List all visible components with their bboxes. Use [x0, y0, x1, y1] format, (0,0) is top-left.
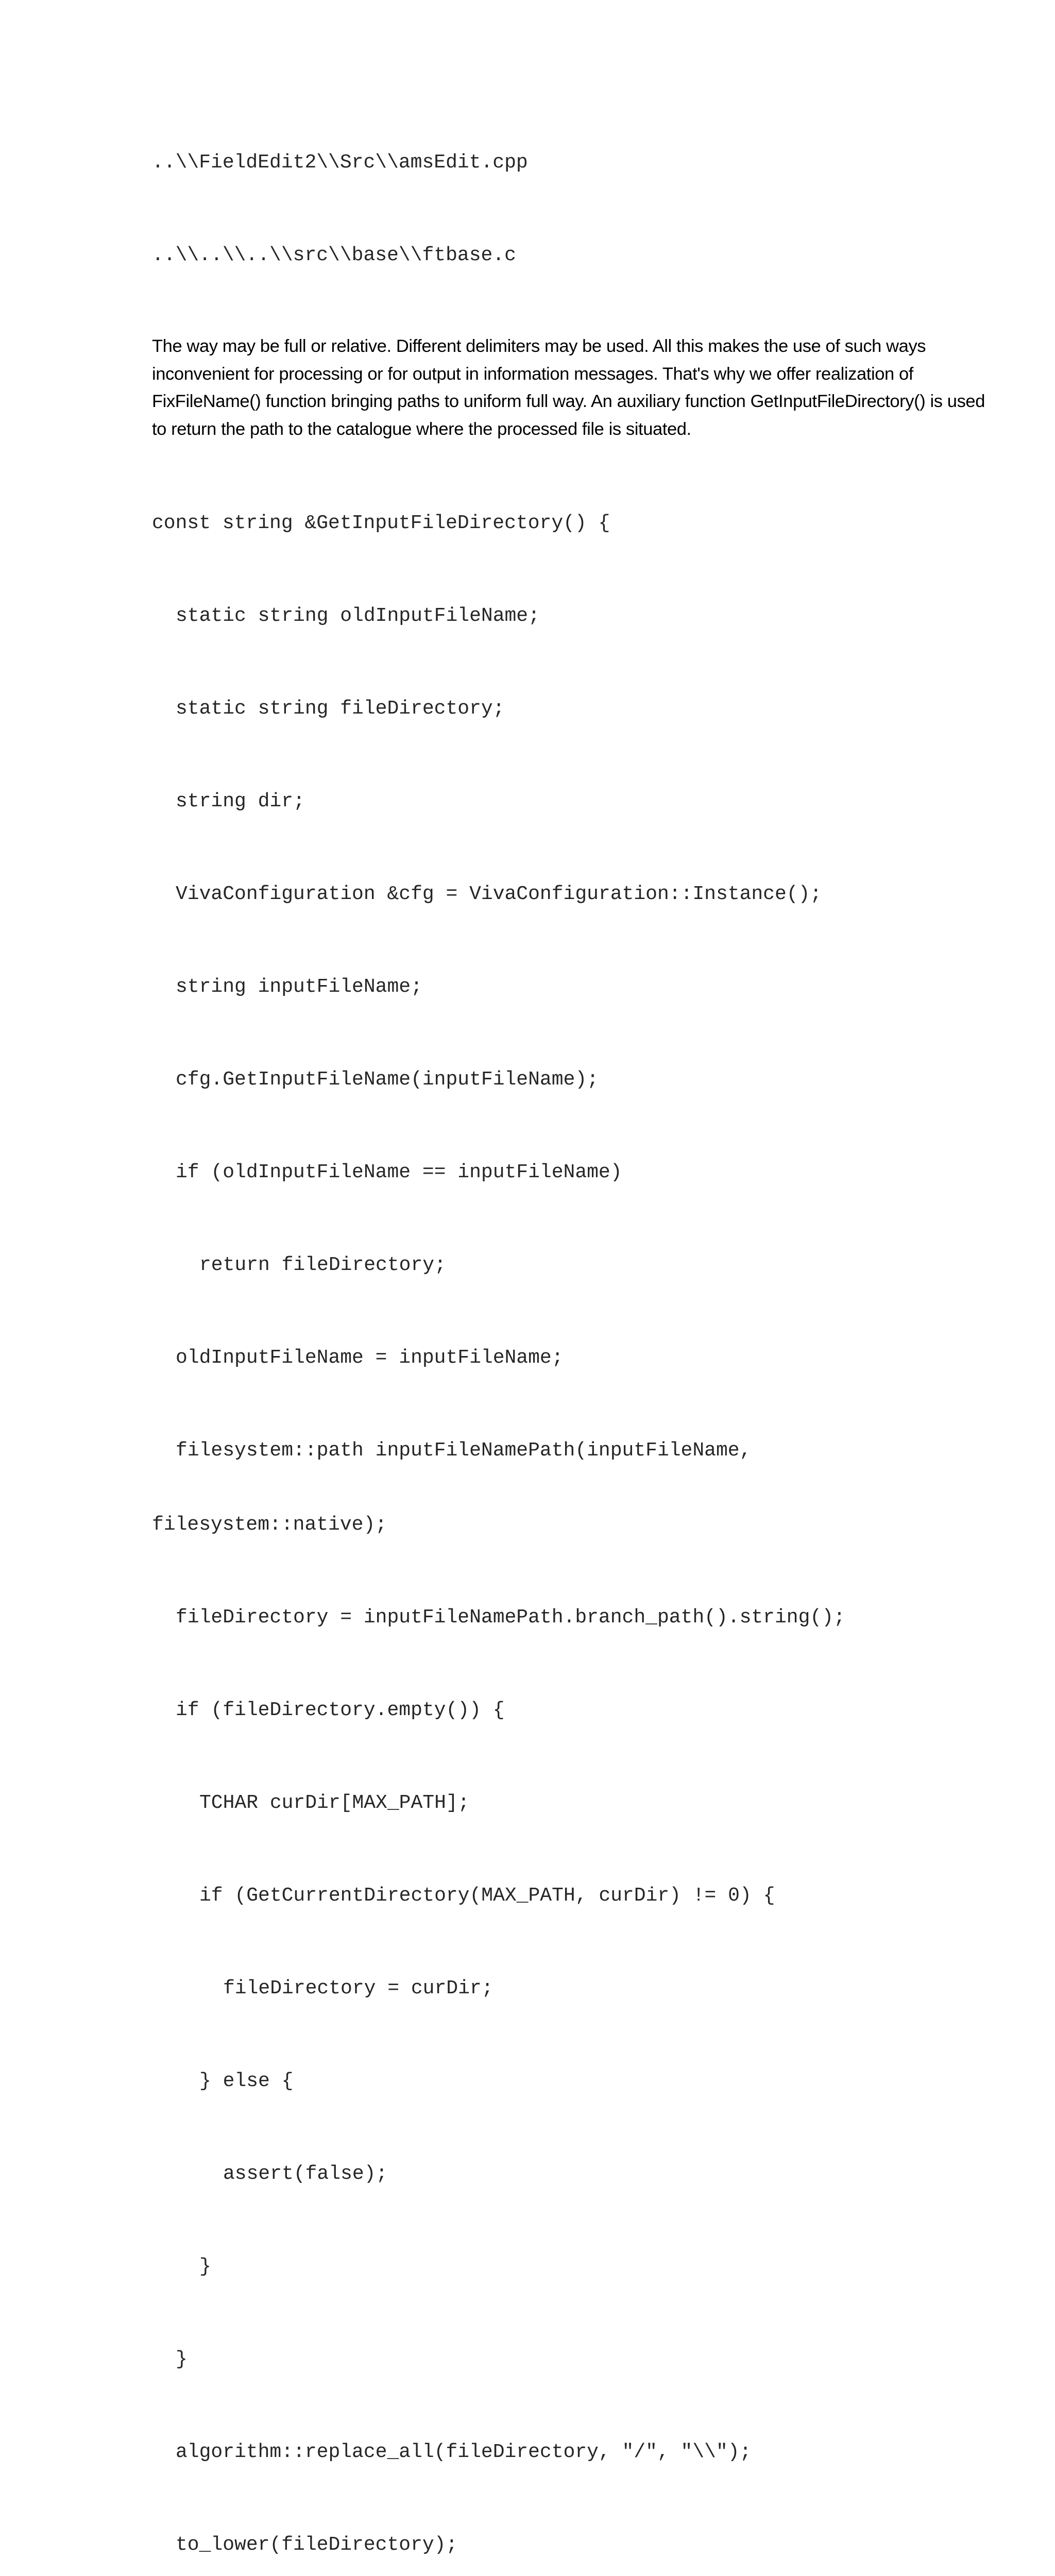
code-line: filesystem::path inputFileNamePath(inputFileName,: [176, 1439, 752, 1462]
code-line: if (GetCurrentDirectory(MAX_PATH, curDir) != 0) {: [199, 1885, 775, 1907]
code-line: }: [176, 2348, 188, 2370]
code-line: VivaConfiguration &cfg = VivaConfiguration::Instance();: [176, 883, 822, 905]
code-line: to_lower(fileDirectory);: [176, 2534, 458, 2556]
code-line: if (oldInputFileName == inputFileName): [176, 1161, 622, 1183]
code-line: algorithm::replace_all(fileDirectory, "/", "\\");: [176, 2441, 752, 2463]
code-line: return fileDirectory;: [199, 1254, 446, 1276]
code-line: static string oldInputFileName;: [176, 605, 540, 627]
code-line: string inputFileName;: [176, 976, 422, 998]
code-line: const string &GetInputFileDirectory() {: [152, 512, 610, 534]
code-line: cfg.GetInputFileName(inputFileName);: [176, 1069, 599, 1091]
body-paragraph: The way may be full or relative. Different delimiters may be used. All this makes the use of such ways inconvenient for processing or for output in information messages. That's why we offer realization of FixFileName() function bringing paths to uniform full way. An auxiliary function GetInputFileDirectory() is used to return the path to the catalogue where the processed file is situated.: [152, 336, 985, 439]
document-content: [152, 101, 997, 2576]
code-line: TCHAR curDir[MAX_PATH];: [199, 1792, 470, 1814]
code-line: filesystem::native);: [152, 1514, 387, 1536]
code-line: }: [199, 2256, 211, 2278]
code-block: [152, 462, 997, 2576]
code-line: string dir;: [176, 790, 305, 812]
code-line: } else {: [199, 2070, 294, 2092]
path-examples: [152, 101, 997, 333]
code-line: assert(false);: [223, 2163, 388, 2185]
code-line: oldInputFileName = inputFileName;: [176, 1347, 564, 1369]
path-example-2: ..\\..\\..\\src\\base\\ftbase.c: [152, 244, 516, 266]
code-line: if (fileDirectory.empty()) {: [176, 1699, 505, 1721]
code-line: fileDirectory = curDir;: [223, 1977, 494, 1999]
code-line: static string fileDirectory;: [176, 698, 505, 720]
code-line: fileDirectory = inputFileNamePath.branch_path().string();: [176, 1606, 845, 1629]
path-example-1: ..\\FieldEdit2\\Src\\amsEdit.cpp: [152, 151, 528, 174]
